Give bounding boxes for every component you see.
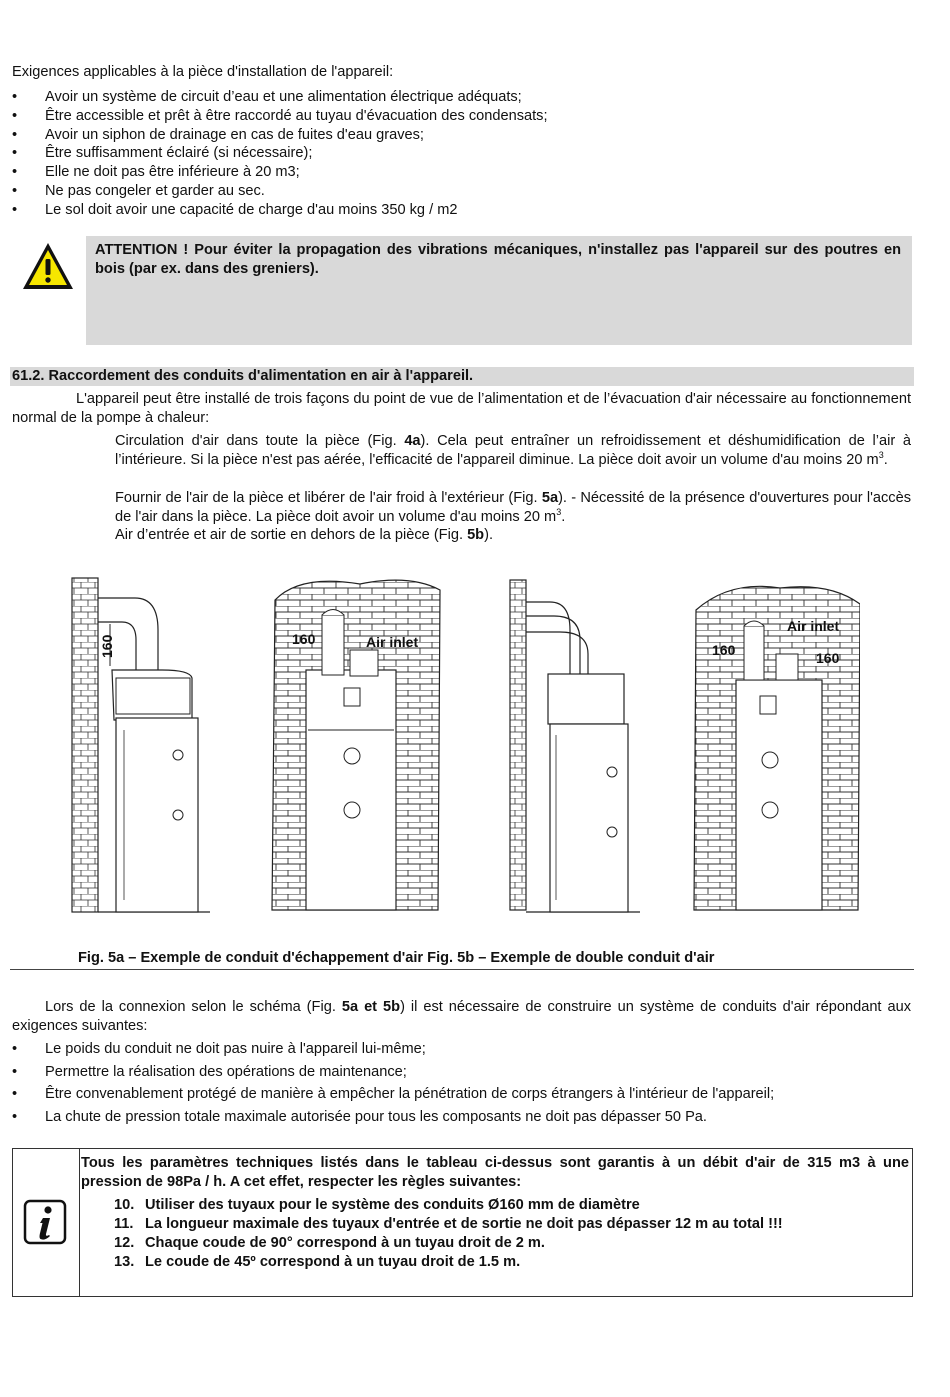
- list-item: • Elle ne doit pas être inférieure à 20 m3;: [12, 164, 300, 181]
- option-both-outside: Air d’entrée et air de sortie en dehors de la pièce (Fig. 5b).: [115, 527, 494, 543]
- figure-caption: Fig. 5a – Exemple de conduit d'échappement d'air Fig. 5b – Exemple de double conduit d'air: [78, 950, 715, 966]
- air-inlet-label-fig5b: Air inlet: [787, 618, 840, 634]
- attention-text: ATTENTION ! Pour éviter la propagation des vibrations mécaniques, n'installez pas l'appareil sur des poutres en bois (par ex. dans des greniers).: [95, 242, 901, 277]
- figure-5a-right: [272, 580, 440, 910]
- dim-label-fig5b-left: 160: [712, 642, 736, 658]
- section-title: 61.2. Raccordement des conduits d'alimentation en air à l'appareil.: [12, 368, 474, 384]
- dim-label-fig5a-left: 160: [99, 634, 115, 658]
- list-item: • Être accessible et prêt à être raccordé au tuyau d'évacuation des condensats;: [12, 107, 548, 124]
- list-item: • Avoir un siphon de drainage en cas de fuites d'eau graves;: [12, 126, 424, 143]
- info-text: Tous les paramètres techniques listés dans le tableau ci-dessus sont garantis à un débit d'air de 315 m3 à une pression de 98Pa / h. A cet effet, respecter les règles suivantes:: [81, 1155, 909, 1190]
- divider: [10, 969, 914, 970]
- section-intro: L'appareil peut être installé de trois façons du point de vue de l’alimentation et de l’évacuation d'air nécessaire au fonctionnement normal de la pompe à chaleur:: [12, 391, 911, 426]
- list-item: • Ne pas congeler et garder au sec.: [12, 182, 265, 199]
- figure-5b-left: [510, 580, 640, 912]
- figure-5a-left: [72, 578, 210, 912]
- option-exhaust-outside: Fournir de l'air de la pièce et libérer de l'air froid à l'extérieur (Fig. 5a). - Nécessité de la présence d'ouvertures pour l'accès de l'air dans la pièce. La pièce doit avoir un volume d'au moins 20 $m^3$.: [115, 490, 911, 525]
- list-item: • Être convenablement protégé de manière à empêcher la pénétration de corps étrangers à l'intérieur de l'appareil;: [12, 1086, 775, 1102]
- requirements-list: [12, 88, 912, 220]
- info-icon: [23, 1199, 67, 1245]
- installation-diagrams: [60, 570, 860, 920]
- list-item: • La chute de pression totale maximale autorisée pour tous les composants ne doit pas dépasser 50 Pa.: [12, 1108, 707, 1125]
- list-item: • Avoir un système de circuit d’eau et une alimentation électrique adéquats;: [12, 89, 522, 105]
- connection-intro: Lors de la connexion selon le schéma (Fig. 5a et 5b) il est nécessaire de construire un système de conduits d'air répondant aux exigences suivantes:: [12, 999, 911, 1034]
- list-item: • Permettre la réalisation des opérations de maintenance;: [12, 1063, 407, 1080]
- list-item: • Être suffisamment éclairé (si nécessaire);: [12, 145, 313, 162]
- list-item: • Le poids du conduit ne doit pas nuire à l'appareil lui-même;: [12, 1041, 426, 1057]
- air-inlet-label-fig5a: Air inlet: [366, 634, 419, 650]
- connection-requirements-list: [12, 1038, 912, 1128]
- dim-label-fig5b-right: 160: [816, 650, 840, 666]
- option-room-circulation: Circulation d'air dans toute la pièce (Fig. 4a). Cela peut entraîner un refroidissement et déshumidification de l’air à l’intérieure. Si la pièce n'est pas aérée, l'efficacité de l'appareil diminue. La pièce doit avoir un volume d'au moins 20 $m^3$.: [115, 433, 911, 468]
- list-item: • Le sol doit avoir une capacité de charge d'au moins 350 kg / m2: [12, 201, 458, 218]
- requirements-intro: Exigences applicables à la pièce d'installation de l'appareil:: [12, 64, 394, 80]
- figure-5b-right: [694, 586, 860, 910]
- warning-icon: [20, 240, 76, 292]
- info-box-divider: [79, 1148, 80, 1297]
- dim-label-fig5a-right: 160: [292, 631, 316, 647]
